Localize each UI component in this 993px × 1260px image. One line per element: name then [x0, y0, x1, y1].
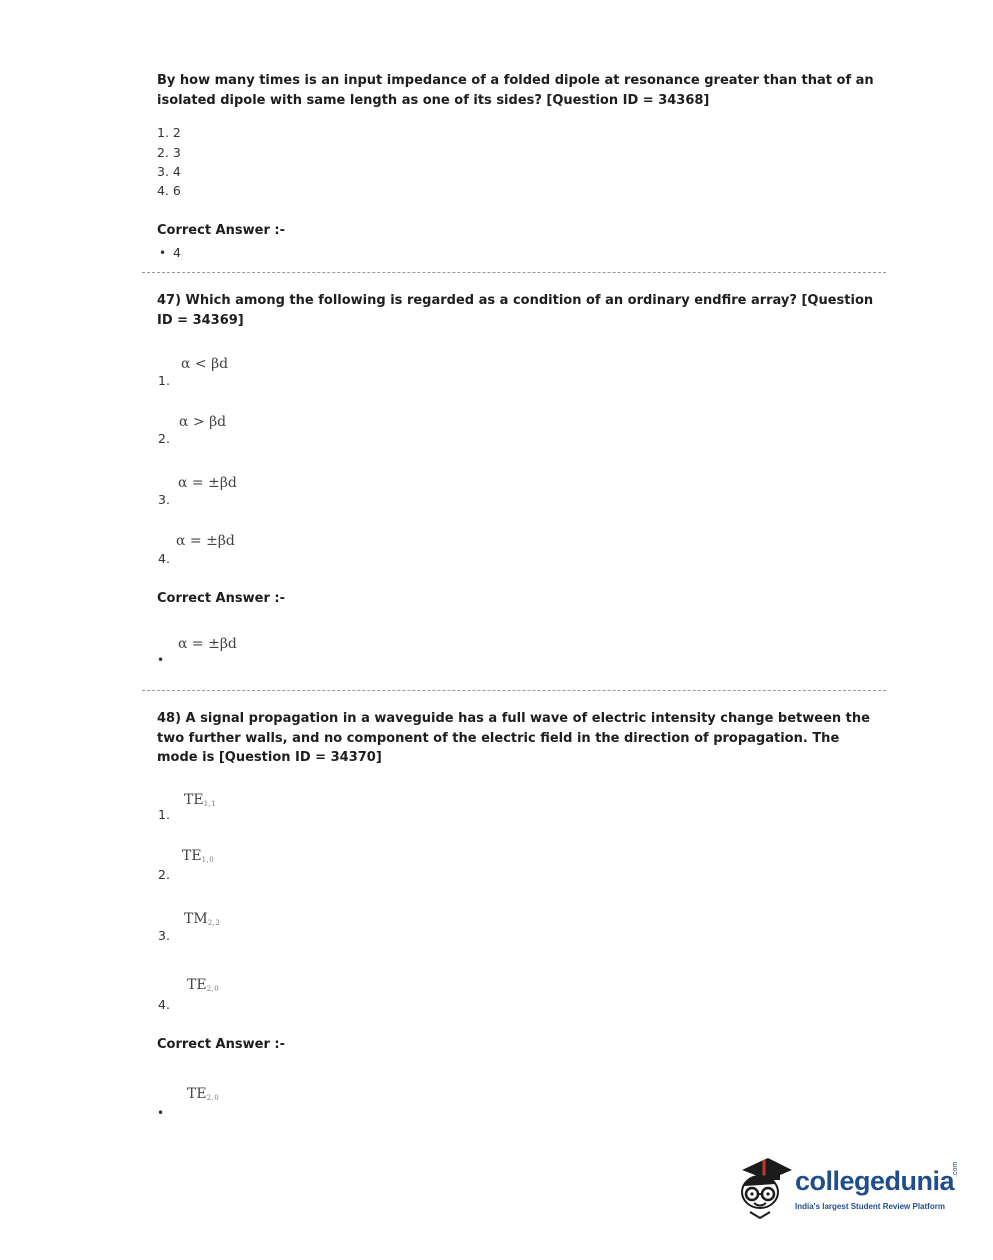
- q48-answer-value: [187, 1086, 219, 1102]
- collegedunia-logo[interactable]: [736, 1152, 966, 1222]
- q48-option-2-expr: [182, 848, 214, 864]
- q46-option-1: 1. 2: [157, 125, 181, 140]
- q47-answer-bullet: •: [157, 653, 165, 667]
- q47-option-4-expr: α = ±βd: [176, 533, 235, 549]
- q48-option-1-base: TE: [184, 792, 204, 808]
- q47-option-3-expr: α = ±βd: [178, 475, 237, 491]
- q48-answer-sub: 2,0: [206, 1094, 220, 1102]
- question-47-text: 47) Which among the following is regarded as a condition of an ordinary endfire array? [Question ID = 34369]: [157, 293, 874, 328]
- q48-option-4-number: 4.: [158, 997, 170, 1012]
- q47-option-1-number: 1.: [158, 373, 170, 388]
- q47-option-2-number: 2.: [158, 431, 170, 446]
- q47-answer-label: Correct Answer :-: [157, 591, 285, 606]
- q48-option-1-expr: [184, 792, 216, 808]
- q46-option-2: 2. 3: [157, 145, 181, 160]
- q48-answer-base: TE: [187, 1086, 207, 1102]
- question-48-text: 48) A signal propagation in a waveguide has a full wave of electric intensity change between the two further walls, and no component of the electric field in the direction of propagation. The mode is [Question ID = 34370]: [157, 711, 870, 765]
- q47-option-2-expr: α > βd: [179, 414, 227, 430]
- q48-option-3-number: 3.: [158, 928, 170, 943]
- q48-option-4-sub: 2,0: [206, 985, 220, 993]
- question-46-text: By how many times is an input impedance of a folded dipole at resonance greater than that of an isolated dipole with same length as one of its sides? [Question ID = 34368]: [157, 73, 874, 108]
- q46-option-4: 4. 6: [157, 183, 181, 198]
- q47-option-3-number: 3.: [158, 492, 170, 507]
- q47-answer-value: α = ±βd: [178, 636, 237, 652]
- q48-option-1-number: 1.: [158, 807, 170, 822]
- q46-answer-label: Correct Answer :-: [157, 223, 285, 238]
- q48-option-3-base: TM: [184, 911, 208, 927]
- q48-option-1-sub: 1,1: [203, 800, 217, 808]
- brand-name: collegedunia: [795, 1166, 955, 1196]
- q48-option-2-number: 2.: [158, 867, 170, 882]
- question-divider: [142, 272, 886, 273]
- q48-option-3-expr: [184, 911, 220, 927]
- q46-answer-value: 4: [173, 245, 181, 260]
- q48-option-4-expr: [187, 977, 219, 993]
- q48-option-4-base: TE: [187, 977, 207, 993]
- q48-option-3-sub: 2,2: [207, 919, 221, 927]
- q46-answer-bullet: •: [159, 246, 167, 260]
- q46-option-3: 3. 4: [157, 164, 181, 179]
- q48-option-2-base: TE: [182, 848, 202, 864]
- q47-option-4-number: 4.: [158, 551, 170, 566]
- brand-suffix: .com: [952, 1161, 959, 1177]
- mascot-icon: [736, 1152, 796, 1222]
- q47-option-1-expr: α < βd: [181, 356, 229, 372]
- brand-tagline: India's largest Student Review Platform: [795, 1202, 945, 1211]
- question-divider: [142, 690, 886, 691]
- q48-option-2-sub: 1,0: [201, 856, 215, 864]
- q48-answer-bullet: •: [157, 1106, 165, 1120]
- q48-answer-label: Correct Answer :-: [157, 1037, 285, 1052]
